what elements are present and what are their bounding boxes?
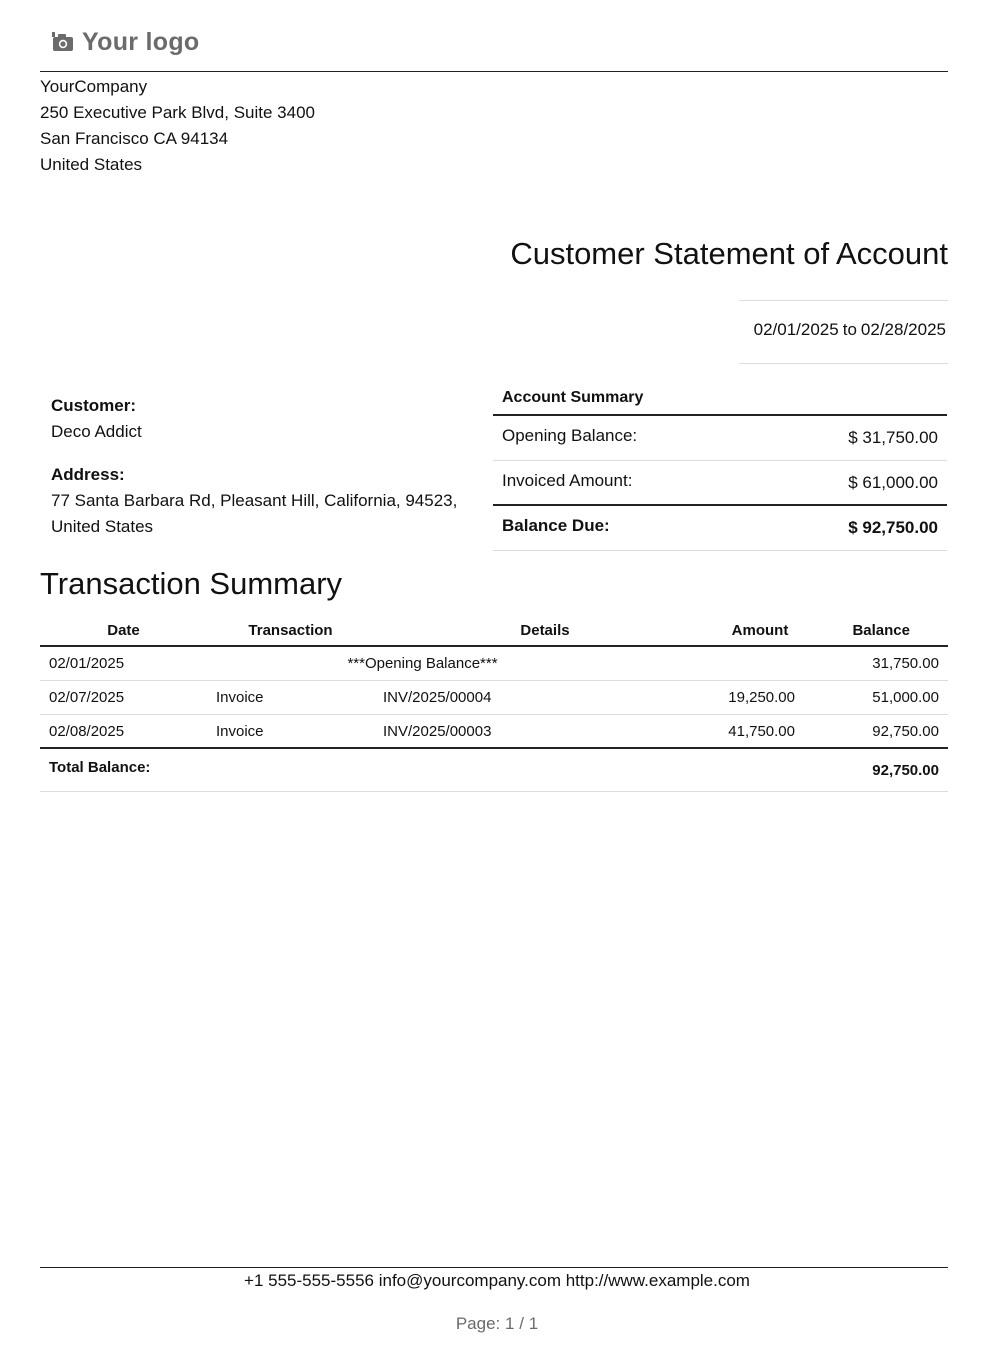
- statement-period-box: [739, 300, 948, 364]
- header-divider: [40, 71, 948, 72]
- camera-icon: [52, 32, 74, 52]
- cell-date: 02/01/2025: [49, 655, 125, 672]
- cell-transaction: Invoice: [216, 689, 264, 706]
- page-separator: /: [519, 1314, 524, 1333]
- cell-opening-details: ***Opening Balance***: [347, 655, 498, 672]
- customer-block: [51, 393, 457, 540]
- balance-due-label: Balance Due:: [502, 516, 610, 535]
- invoiced-amount-label: Invoiced Amount:: [502, 471, 633, 490]
- customer-address-line2: United States: [51, 517, 154, 536]
- table-row-opening: [40, 647, 948, 681]
- footer-divider: [40, 1267, 948, 1268]
- customer-address-line1: 77 Santa Barbara Rd, Pleasant Hill, California, 94523,: [51, 491, 458, 510]
- cell-date: 02/07/2025: [49, 689, 125, 706]
- cell-date: 02/08/2025: [49, 722, 125, 740]
- company-logo: [52, 26, 200, 58]
- column-header-transaction: Transaction: [248, 622, 333, 639]
- period-separator: to: [842, 320, 857, 339]
- column-header-balance: Balance: [852, 622, 910, 639]
- total-balance-value: 92,750.00: [872, 762, 939, 779]
- period-start: 02/01/2025: [753, 320, 839, 339]
- cell-transaction: Invoice: [216, 722, 264, 740]
- column-header-date: Date: [107, 622, 140, 639]
- transaction-table: [40, 618, 948, 792]
- page-total: 1: [528, 1314, 539, 1333]
- balance-due-value: $ 92,750.00: [848, 518, 938, 537]
- cell-balance: 92,750.00: [872, 722, 939, 740]
- opening-balance-row: [493, 416, 947, 461]
- company-address-line1: 250 Executive Park Blvd, Suite 3400: [40, 103, 315, 122]
- document-title: Customer Statement of Account: [510, 236, 948, 271]
- balance-due-row: [493, 506, 947, 551]
- table-header: [40, 618, 948, 647]
- customer-label: Customer:: [51, 396, 137, 415]
- account-summary-title: Account Summary: [493, 386, 947, 416]
- cell-details: INV/2025/00003: [383, 722, 492, 740]
- footer-contact: +1 555-555-5556 info@yourcompany.com http://www.example.com: [244, 1271, 750, 1290]
- customer-name: Deco Addict: [51, 422, 142, 441]
- table-row: [40, 715, 948, 749]
- company-address-block: [40, 74, 315, 178]
- account-summary-table: [493, 386, 947, 551]
- cell-balance: 51,000.00: [872, 689, 939, 706]
- opening-balance-value: $ 31,750.00: [848, 428, 938, 447]
- company-address-line2: San Francisco CA 94134: [40, 129, 229, 148]
- logo-text: Your logo: [82, 27, 200, 56]
- page-number: [0, 1314, 994, 1334]
- company-country: United States: [40, 155, 143, 174]
- column-header-amount: Amount: [731, 622, 789, 639]
- invoiced-amount-row: [493, 461, 947, 506]
- total-balance-label: Total Balance:: [49, 759, 151, 776]
- table-row: [40, 681, 948, 715]
- statement-period: [752, 320, 948, 340]
- cell-amount: 19,250.00: [728, 689, 795, 706]
- page-label: Page:: [455, 1314, 501, 1333]
- invoiced-amount-value: $ 61,000.00: [848, 473, 938, 492]
- cell-amount: 41,750.00: [728, 722, 795, 740]
- opening-balance-label: Opening Balance:: [502, 426, 638, 445]
- address-label: Address:: [51, 465, 125, 484]
- cell-balance: 31,750.00: [872, 655, 939, 672]
- page-current: 1: [505, 1314, 515, 1333]
- cell-details: INV/2025/00004: [383, 689, 492, 706]
- column-header-details: Details: [520, 622, 570, 639]
- company-name: YourCompany: [40, 77, 148, 96]
- total-balance-row: [40, 749, 948, 792]
- transaction-summary-title: Transaction Summary: [40, 566, 343, 601]
- period-end: 02/28/2025: [860, 320, 946, 339]
